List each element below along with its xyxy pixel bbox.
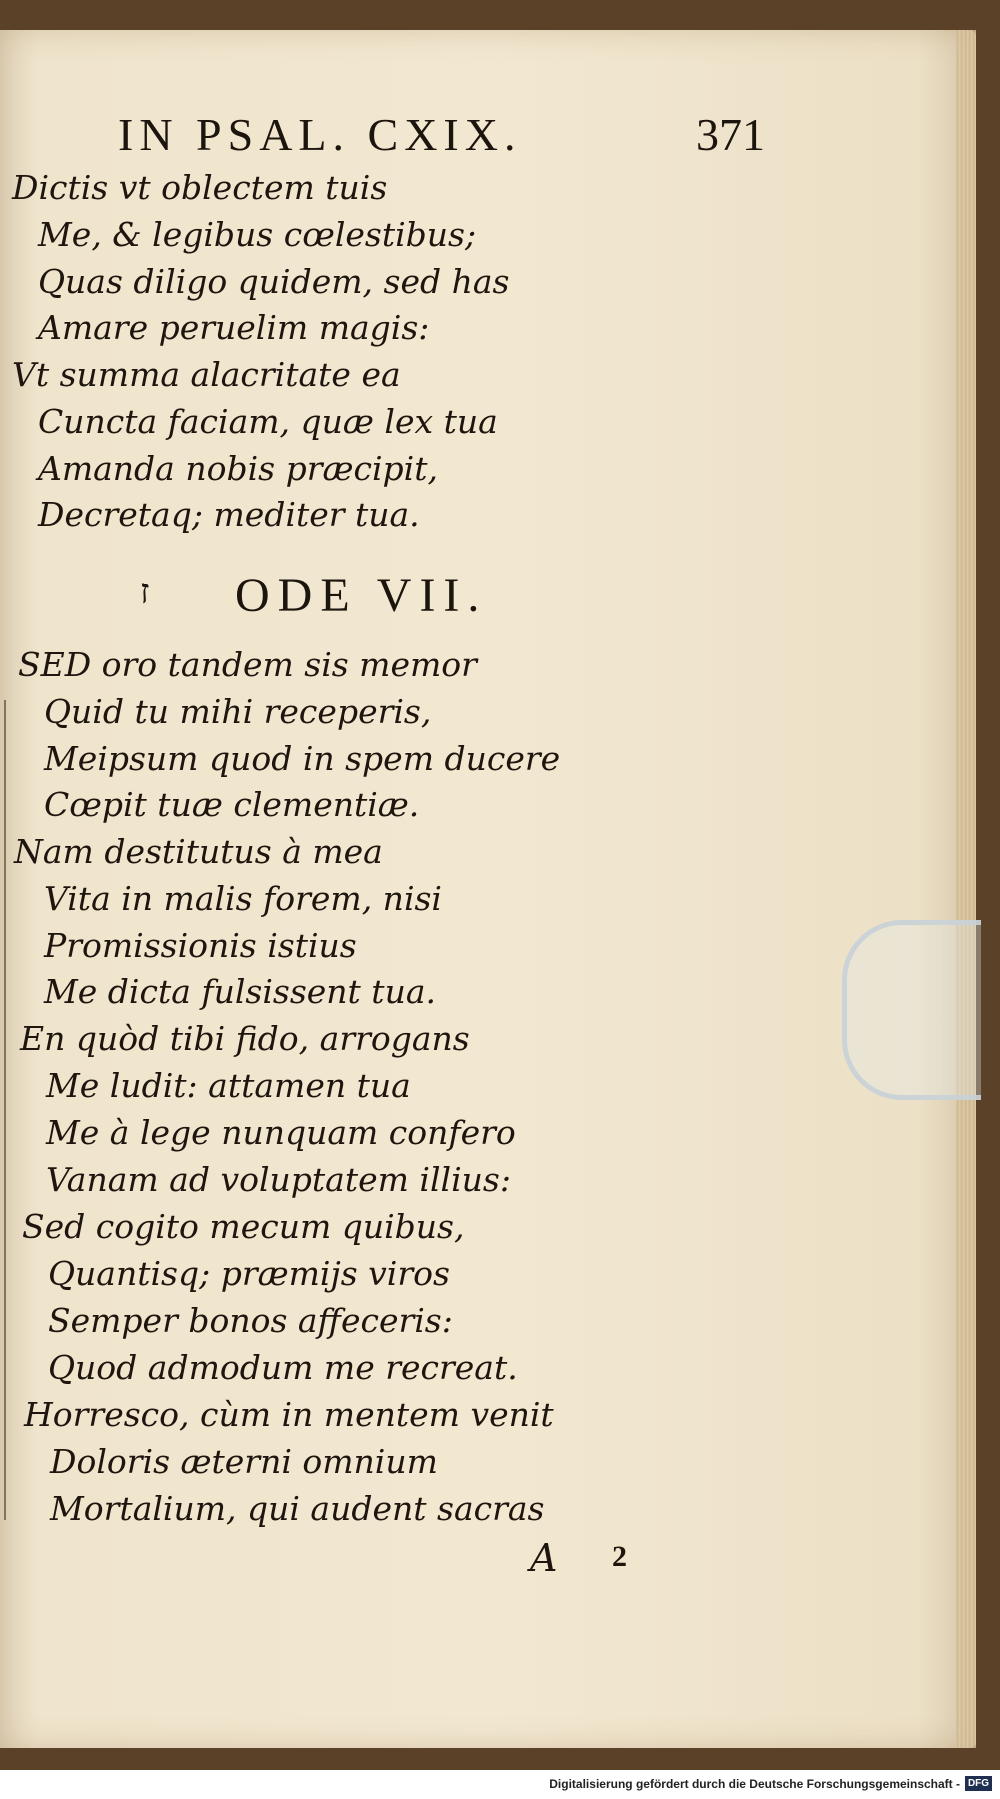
margin-rule	[4, 700, 6, 1520]
signature-mark: 2	[612, 1540, 627, 1573]
verse-line: Semper bonos affeceris:	[48, 1301, 453, 1340]
page-header	[118, 108, 768, 168]
verse-line: Amanda nobis præcipit,	[38, 449, 438, 488]
ode-heading	[140, 568, 600, 628]
verse-line: Quod admodum me recreat.	[48, 1348, 518, 1387]
ode-title: ODE VII.	[235, 569, 488, 622]
verse-line: Quantisq; præmijs viros	[48, 1254, 450, 1293]
verse-line: Dictis vt oblectem tuis	[12, 168, 388, 207]
verse-line: Vanam ad voluptatem illius:	[46, 1160, 511, 1199]
verse-line: Promissionis istius	[44, 926, 357, 965]
verse-line: Me dicta fulsissent tua.	[44, 972, 436, 1011]
verse-line: Amare peruelim magis:	[38, 308, 430, 347]
verse-line: Doloris æterni omnium	[50, 1442, 438, 1481]
hebrew-letter: ז	[140, 574, 150, 611]
verse-line: Quid tu mihi receperis,	[44, 692, 432, 731]
verse-line: Me à lege nunquam confero	[46, 1113, 516, 1152]
verse-line: Cœpit tuæ clementiæ.	[44, 785, 420, 824]
verse-line: SED oro tandem sis memor	[18, 645, 477, 684]
verse-line: Vt summa alacritate ea	[12, 355, 401, 394]
page-fore-edge	[956, 30, 976, 1748]
dfg-logo: DFG	[965, 1776, 992, 1791]
verse-line: Vita in malis forem, nisi	[44, 879, 442, 918]
running-title: IN PSAL. CXIX.	[118, 109, 522, 160]
verse-line: Sed cogito mecum quibus,	[22, 1207, 465, 1246]
verse-line: Me, & legibus cœlestibus;	[38, 215, 477, 254]
verse-line: Horresco, cùm in mentem venit	[24, 1395, 554, 1434]
verse-line: En quòd tibi fido, arrogans	[20, 1019, 470, 1058]
verse-line: Me ludit: attamen tua	[46, 1066, 411, 1105]
verse-line: Decretaq; mediter tua.	[38, 495, 420, 534]
footer-bar	[0, 1770, 1000, 1799]
footer-credit: Digitalisierung gefördert durch die Deutsche Forschungsgemeinschaft -	[549, 1777, 960, 1791]
verse-line: Cuncta faciam, quæ lex tua	[38, 402, 498, 441]
verse-line: Nam destitutus à mea	[14, 832, 383, 871]
verse-line: Mortalium, qui audent sacras	[50, 1489, 545, 1528]
verse-line: Meipsum quod in spem ducere	[44, 739, 561, 778]
page-number: 371	[696, 109, 765, 160]
page-clip	[842, 920, 981, 1100]
catchword: A	[530, 1536, 558, 1580]
verse-line: Quas diligo quidem, sed has	[38, 262, 510, 301]
